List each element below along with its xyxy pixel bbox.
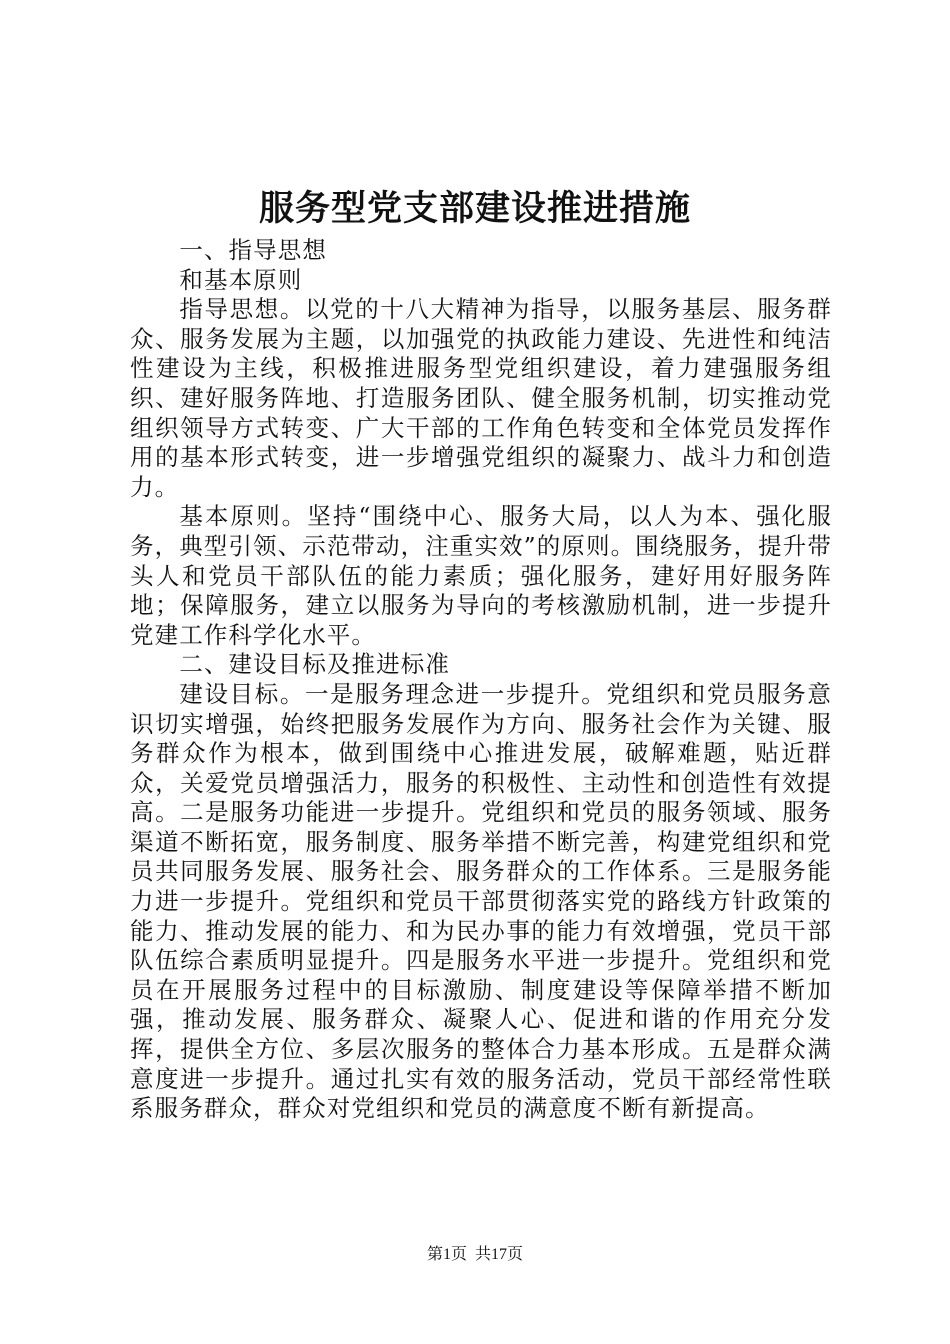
section-heading-1-continued: 和基本原则 xyxy=(179,265,303,294)
paragraph-basic-principles: 基本原则。坚持“围绕中心、服务大局，以人为本、强化服务，典型引领、示范带动，注重实效”的原则。围绕服务，提升带头人和党员干部队伍的能力素质；强化服务，建好用好服务阵地；保障服务，建立以服务为导向的考核激励机制，进一步提升党建工作科学化水平。 xyxy=(130,502,832,649)
section-heading-1: 一、指导思想 xyxy=(179,236,327,264)
page-number-current: 第1页 xyxy=(426,1246,467,1263)
document-title: 服务型党支部建设推进措施 xyxy=(258,188,691,229)
page-number-total: 共17页 xyxy=(475,1246,524,1263)
section-heading-2: 二、建设目标及推进标准 xyxy=(179,650,450,679)
page-footer xyxy=(0,1245,950,1265)
paragraph-construction-goals: 建设目标。一是服务理念进一步提升。党组织和党员服务意识切实增强，始终把服务发展作为方向、服务社会作为关键、服务群众作为根本，做到围绕中心推进发展，破解难题，贴近群众，关爱党员增强活力，服务的积极性、主动性和创造性有效提高。二是服务功能进一步提升。党组织和党员的服务领域、服务渠道不断拓宽，服务制度、服务举措不断完善，构建党组织和党员共同服务发展、服务社会、服务群众的工作体系。三是服务能力进一步提升。党组织和党员干部贯彻落实党的路线方针政策的能力、推动发展的能力、和为民办事的能力有效增强，党员干部队伍综合素质明显提升。四是服务水平进一步提升。党组织和党员在开展服务过程中的目标激励、制度建设等保障举措不断加强，推动发展、服务群众、凝聚人心、促进和谐的作用充分发挥，提供全方位、多层次服务的整体合力基本形成。五是群众满意度进一步提升。通过扎实有效的服务活动，党员干部经常性联系服务群众，群众对党组织和党员的满意度不断有新提高。 xyxy=(130,679,832,1123)
paragraph-guiding-ideology: 指导思想。以党的十八大精神为指导，以服务基层、服务群众、服务发展为主题，以加强党的执政能力建设、先进性和纯洁性建设为主线，积极推进服务型党组织建设，着力建强服务组织、建好服务阵地、打造服务团队、健全服务机制，切实推动党组织领导方式转变、广大干部的工作角色转变和全体党员发挥作用的基本形式转变，进一步增强党组织的凝聚力、战斗力和创造力。 xyxy=(130,295,832,501)
document-body xyxy=(130,236,832,1124)
